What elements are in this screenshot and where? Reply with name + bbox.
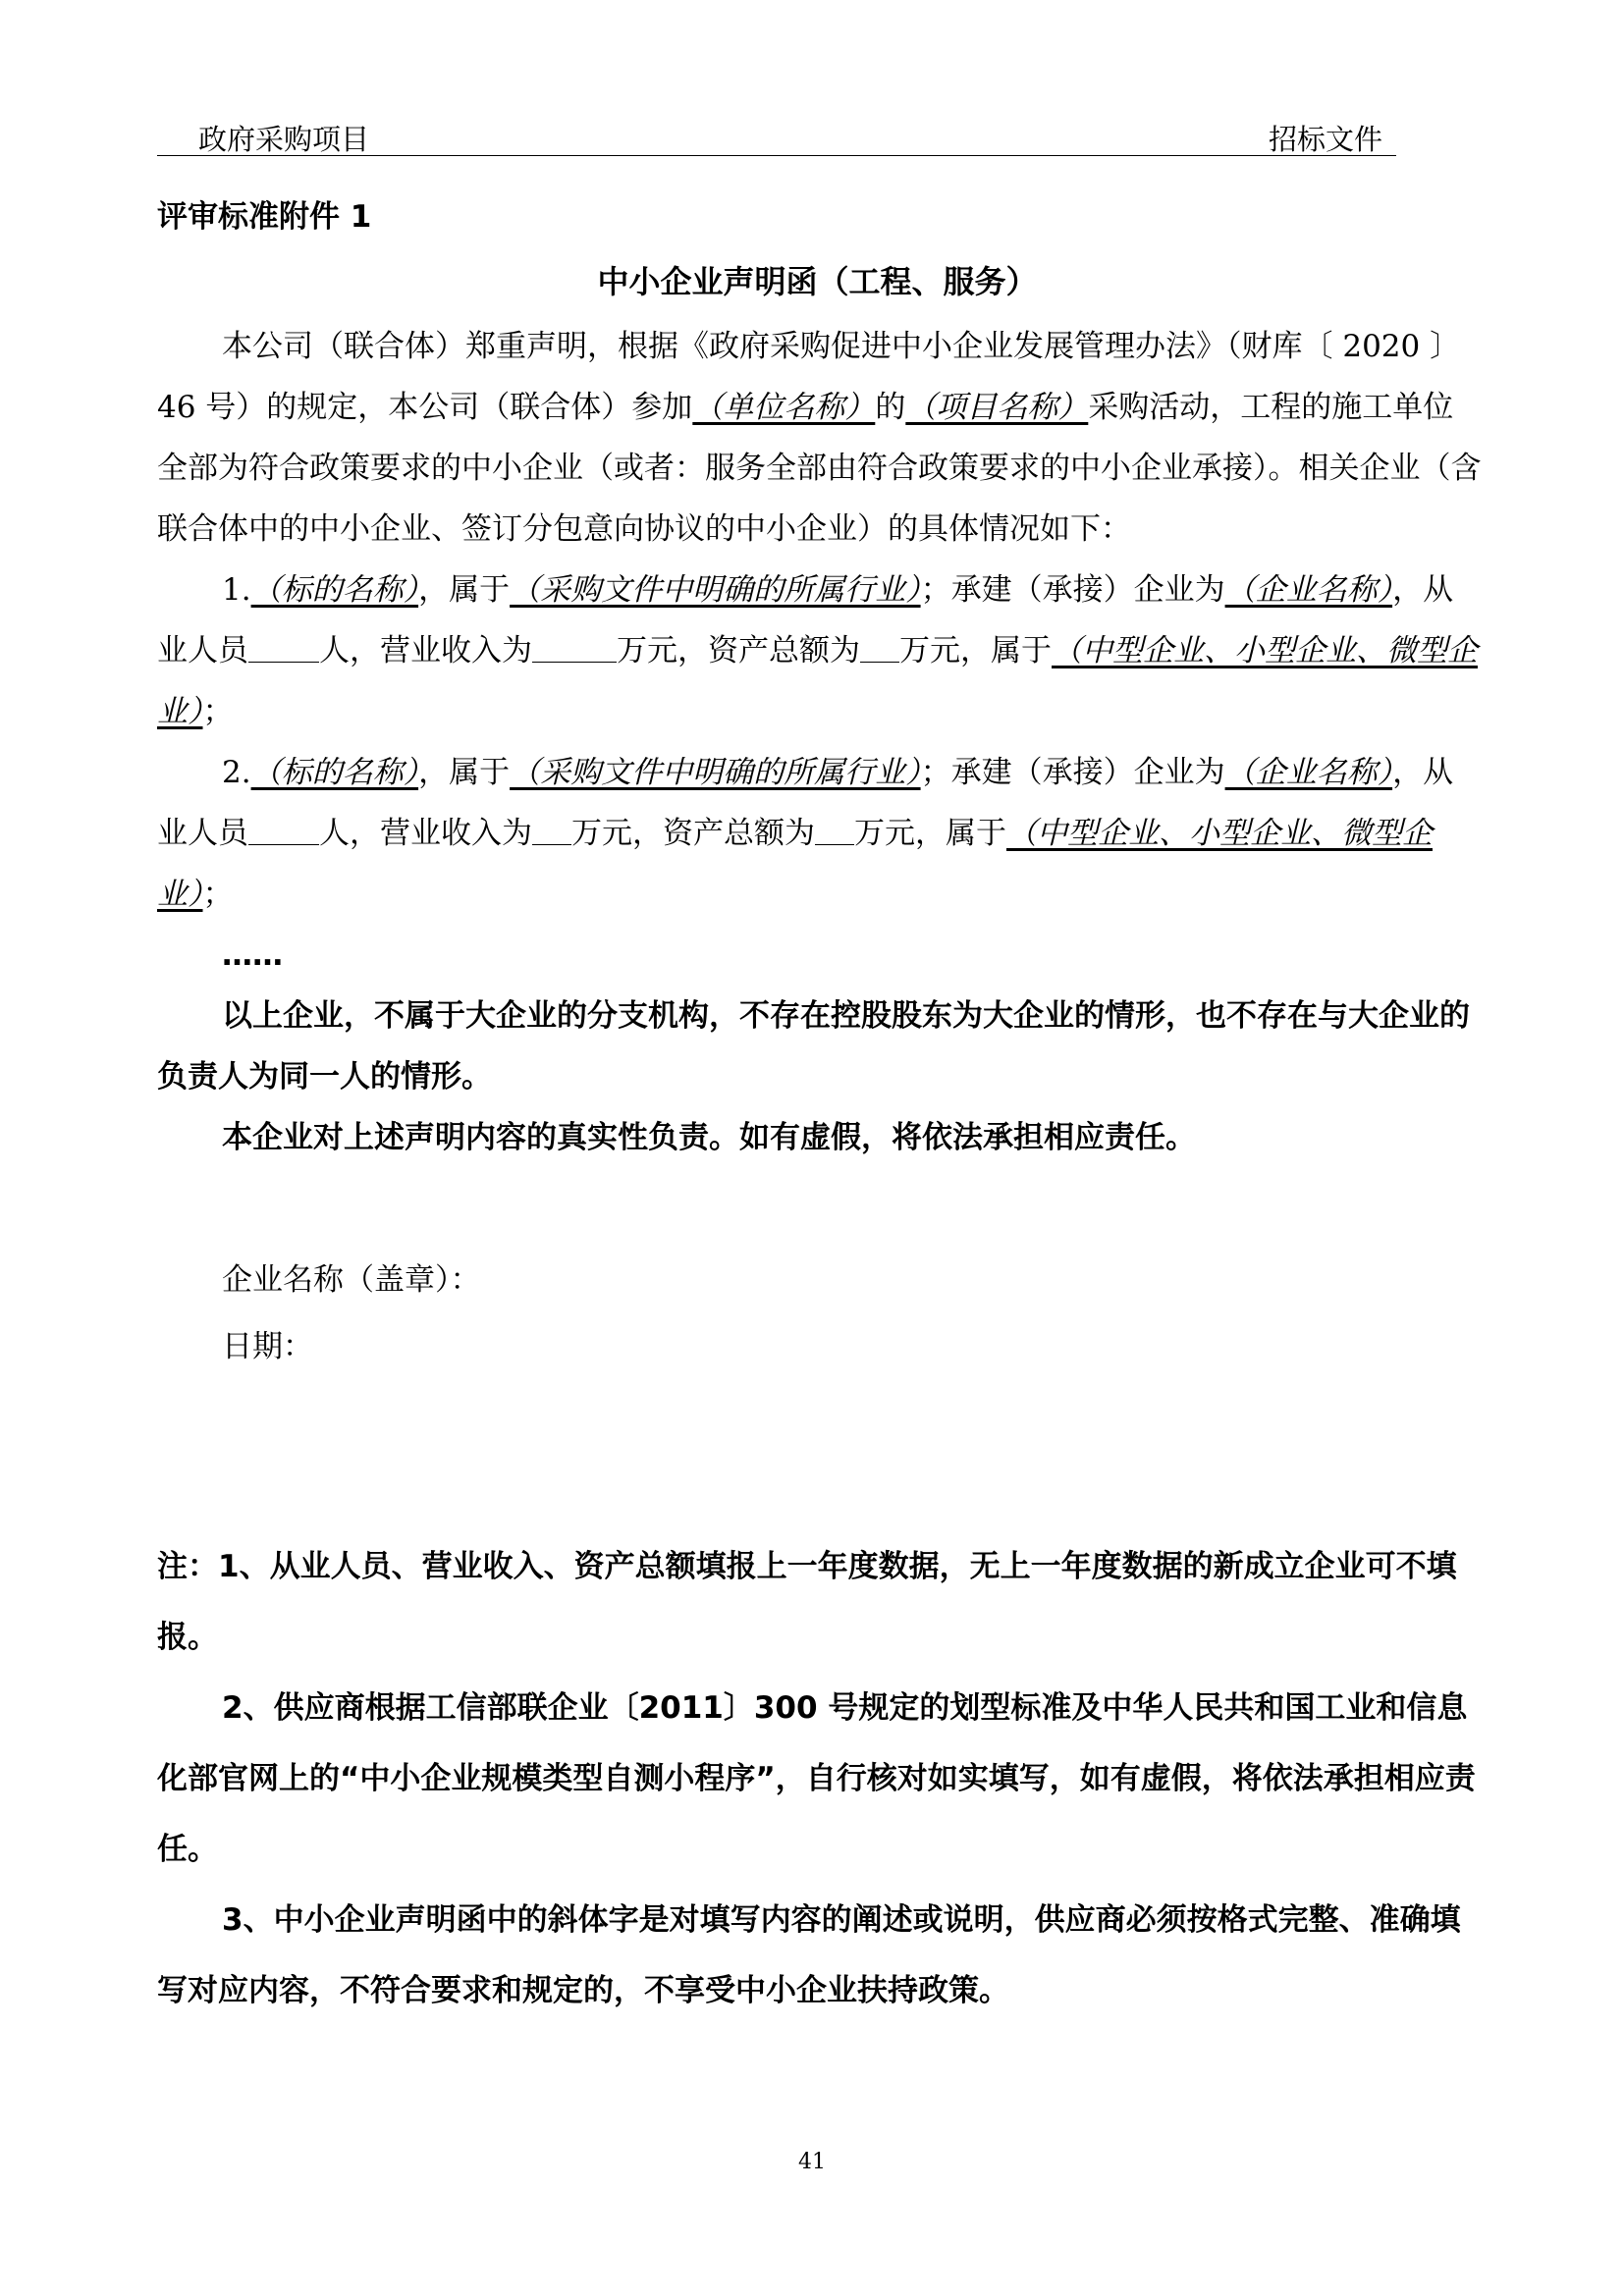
item-text: ； [202, 694, 234, 729]
item-text: ；承建（承接）企业为 [920, 755, 1225, 790]
assets-blank [815, 814, 854, 845]
date-line: 日期： [222, 1329, 313, 1364]
item-text: ，属于 [418, 755, 511, 790]
item-text: ，属于 [418, 572, 511, 608]
revenue-blank [532, 631, 617, 663]
industry-field: （采购文件中明确的所属行业） [510, 572, 921, 608]
signature-block [157, 1247, 1483, 1380]
industry-field: （采购文件中明确的所属行业） [510, 755, 921, 790]
intro-text-2: 的 [875, 390, 906, 425]
revenue-blank [532, 814, 571, 845]
statement-branch: 以上企业，不属于大企业的分支机构，不存在控股股东为大企业的情形，也不存在与大企业的负责人为同一人的情形。 [157, 998, 1470, 1095]
company-seal-line: 企业名称（盖章）： [222, 1262, 481, 1298]
intro-text-3: 采购活动，工程的施工单位全部为符合政策要求的中小企业（或者：服务全部由符合政策要求的中小企业承接）。相关企业（含联合体中的中小企业、签订分包意向协议的中小企业）的具体情况如下： [157, 390, 1482, 547]
intro-paragraph [157, 316, 1483, 560]
item-2 [157, 742, 1483, 925]
statement-truth: 本企业对上述声明内容的真实性负责。如有虚假，将依法承担相应责任。 [222, 1120, 1196, 1155]
subject-name-field: （标的名称） [250, 755, 419, 790]
item-text: 万元，资产总额为 [571, 816, 815, 851]
header-right: 招标文件 [1268, 123, 1382, 156]
company-name-field: （企业名称） [1224, 572, 1393, 608]
item-text: ；承建（承接）企业为 [920, 572, 1225, 608]
item-text: ； [202, 877, 234, 912]
item-1 [157, 560, 1483, 742]
item-text: 人，营业收入为 [319, 816, 532, 851]
subject-name-field: （标的名称） [250, 572, 419, 608]
ellipsis: …… [222, 937, 283, 973]
item-number: 2. [222, 755, 251, 790]
employees-blank [248, 814, 319, 845]
intro-text-1: 本公司（联合体）郑重声明，根据《政府采购促进中小企业发展管理办法》（财库〔 2020 〕 46 号）的规定，本公司（联合体）参加 [157, 329, 1461, 425]
section-label: 评审标准附件 1 [157, 199, 372, 235]
item-text: 万元，属于 [854, 816, 1006, 851]
page-header [157, 116, 1396, 156]
page-number: 41 [798, 2150, 826, 2174]
enterprise-type-field: （中型企业、小型企业、微型企业） [157, 816, 1433, 912]
document-title: 中小企业声明函（工程、服务） [597, 263, 1038, 300]
note-2: 2、供应商根据工信部联企业〔2011〕300 号规定的划型标准及中华人民共和国工业和信息化部官网上的“中小企业规模类型自测小程序”，自行核对如实填写，如有虚假，将依法承担相应责任。 [157, 1690, 1476, 1867]
item-text: ，从业人员 [157, 755, 1454, 851]
main-content [157, 187, 1483, 1380]
project-name-field: （项目名称） [905, 390, 1089, 425]
enterprise-type-field: （中型企业、小型企业、微型企业） [157, 633, 1478, 729]
assets-blank [860, 631, 899, 663]
item-text: ，从业人员 [157, 572, 1454, 668]
item-text: 万元，属于 [899, 633, 1052, 668]
employees-blank [248, 631, 319, 663]
company-name-field: （企业名称） [1224, 755, 1393, 790]
unit-name-field: （单位名称） [692, 390, 876, 425]
notes-section [157, 1531, 1483, 2026]
item-number: 1. [222, 572, 251, 608]
item-text: 人，营业收入为 [319, 633, 532, 668]
item-text: 万元，资产总额为 [617, 633, 860, 668]
header-left: 政府采购项目 [198, 123, 370, 156]
note-1: 注：1、从业人员、营业收入、资产总额填报上一年度数据，无上一年度数据的新成立企业可不填报。 [157, 1549, 1457, 1655]
note-3: 3、中小企业声明函中的斜体字是对填写内容的阐述或说明，供应商必须按格式完整、准确填写对应内容，不符合要求和规定的，不享受中小企业扶持政策。 [157, 1902, 1461, 2008]
